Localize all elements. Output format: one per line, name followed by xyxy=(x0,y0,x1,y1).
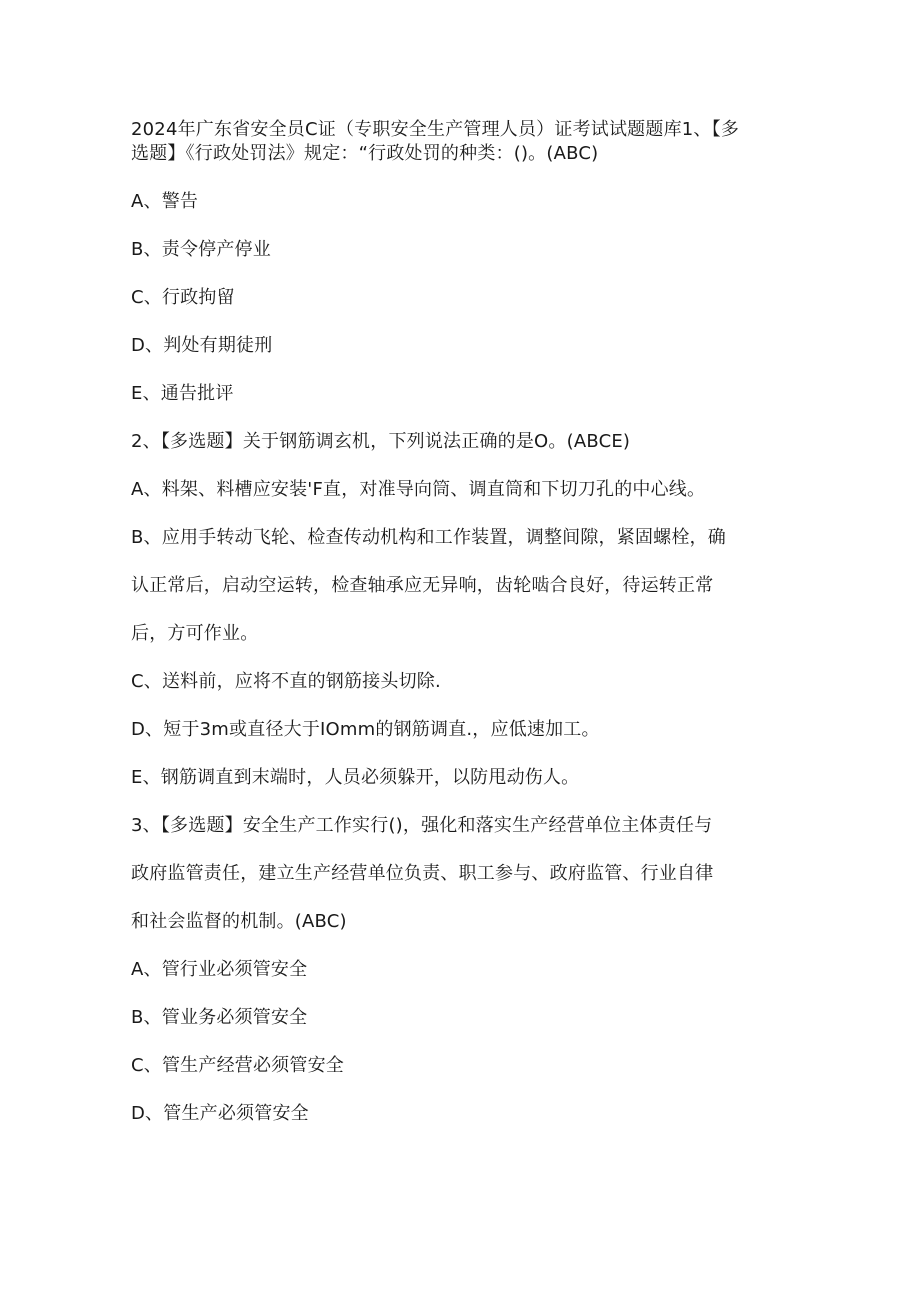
question-2-option-b-line-2: 认正常后，启动空运转，检查轴承应无异响，齿轮啮合良好，待运转正常 xyxy=(131,575,714,596)
question-3-option-c: C、管生产经营必须管安全 xyxy=(131,1055,344,1076)
question-2-option-b xyxy=(131,526,791,646)
question-1-option-c: C、行政拘留 xyxy=(131,287,235,308)
question-1-option-d: D、判处有期徒刑 xyxy=(131,335,273,356)
question-2-option-b-line-3: 后，方可作业。 xyxy=(131,623,259,644)
question-3-option-d: D、管生产必须管安全 xyxy=(131,1103,309,1124)
question-1-stem-line-1: 2024年广东省安全员C证（专职安全生产管理人员）证考试试题题库1、【多 xyxy=(131,119,740,140)
question-1-option-b: B、责令停产停业 xyxy=(131,239,271,260)
question-1-option-a: A、警告 xyxy=(131,191,199,212)
question-3-option-b: B、管业务必须管安全 xyxy=(131,1007,308,1028)
question-2-stem: 2、【多选题】关于钢筋调玄机，下列说法正确的是O。(ABCE) xyxy=(131,431,631,452)
question-2-option-c: C、送料前，应将不直的钢筋接头切除. xyxy=(131,671,441,692)
question-1-stem-line-2: 选题】《行政处罚法》规定：“行政处罚的种类：()。(ABC) xyxy=(131,143,599,164)
question-2-option-d: D、短于3m或直径大于IOmm的钢筋调直.，应低速加工。 xyxy=(131,719,600,740)
question-3-option-a: A、管行业必须管安全 xyxy=(131,959,308,980)
question-2-option-b-line-1: B、应用手转动飞轮、检查传动机构和工作装置，调整间隙，紧固螺栓，确 xyxy=(131,527,726,548)
question-3-stem-line-2: 政府监管责任，建立生产经营单位负责、职工参与、政府监管、行业自律 xyxy=(131,863,714,884)
document-body xyxy=(131,118,791,1150)
question-2-option-e: E、钢筋调直到末端时，人员必须躲开，以防甩动伤人。 xyxy=(131,767,580,788)
question-1-option-e: E、通告批评 xyxy=(131,383,234,404)
question-3-stem xyxy=(131,814,791,934)
question-2-option-a: A、料架、料槽应安装'F直，对准导向筒、调直筒和下切刀孔的中心线。 xyxy=(131,479,706,500)
question-3-stem-line-1: 3、【多选题】安全生产工作实行()，强化和落实生产经营单位主体责任与 xyxy=(131,815,713,836)
question-1-stem xyxy=(131,118,791,166)
question-3-stem-line-3: 和社会监督的机制。(ABC) xyxy=(131,911,347,932)
